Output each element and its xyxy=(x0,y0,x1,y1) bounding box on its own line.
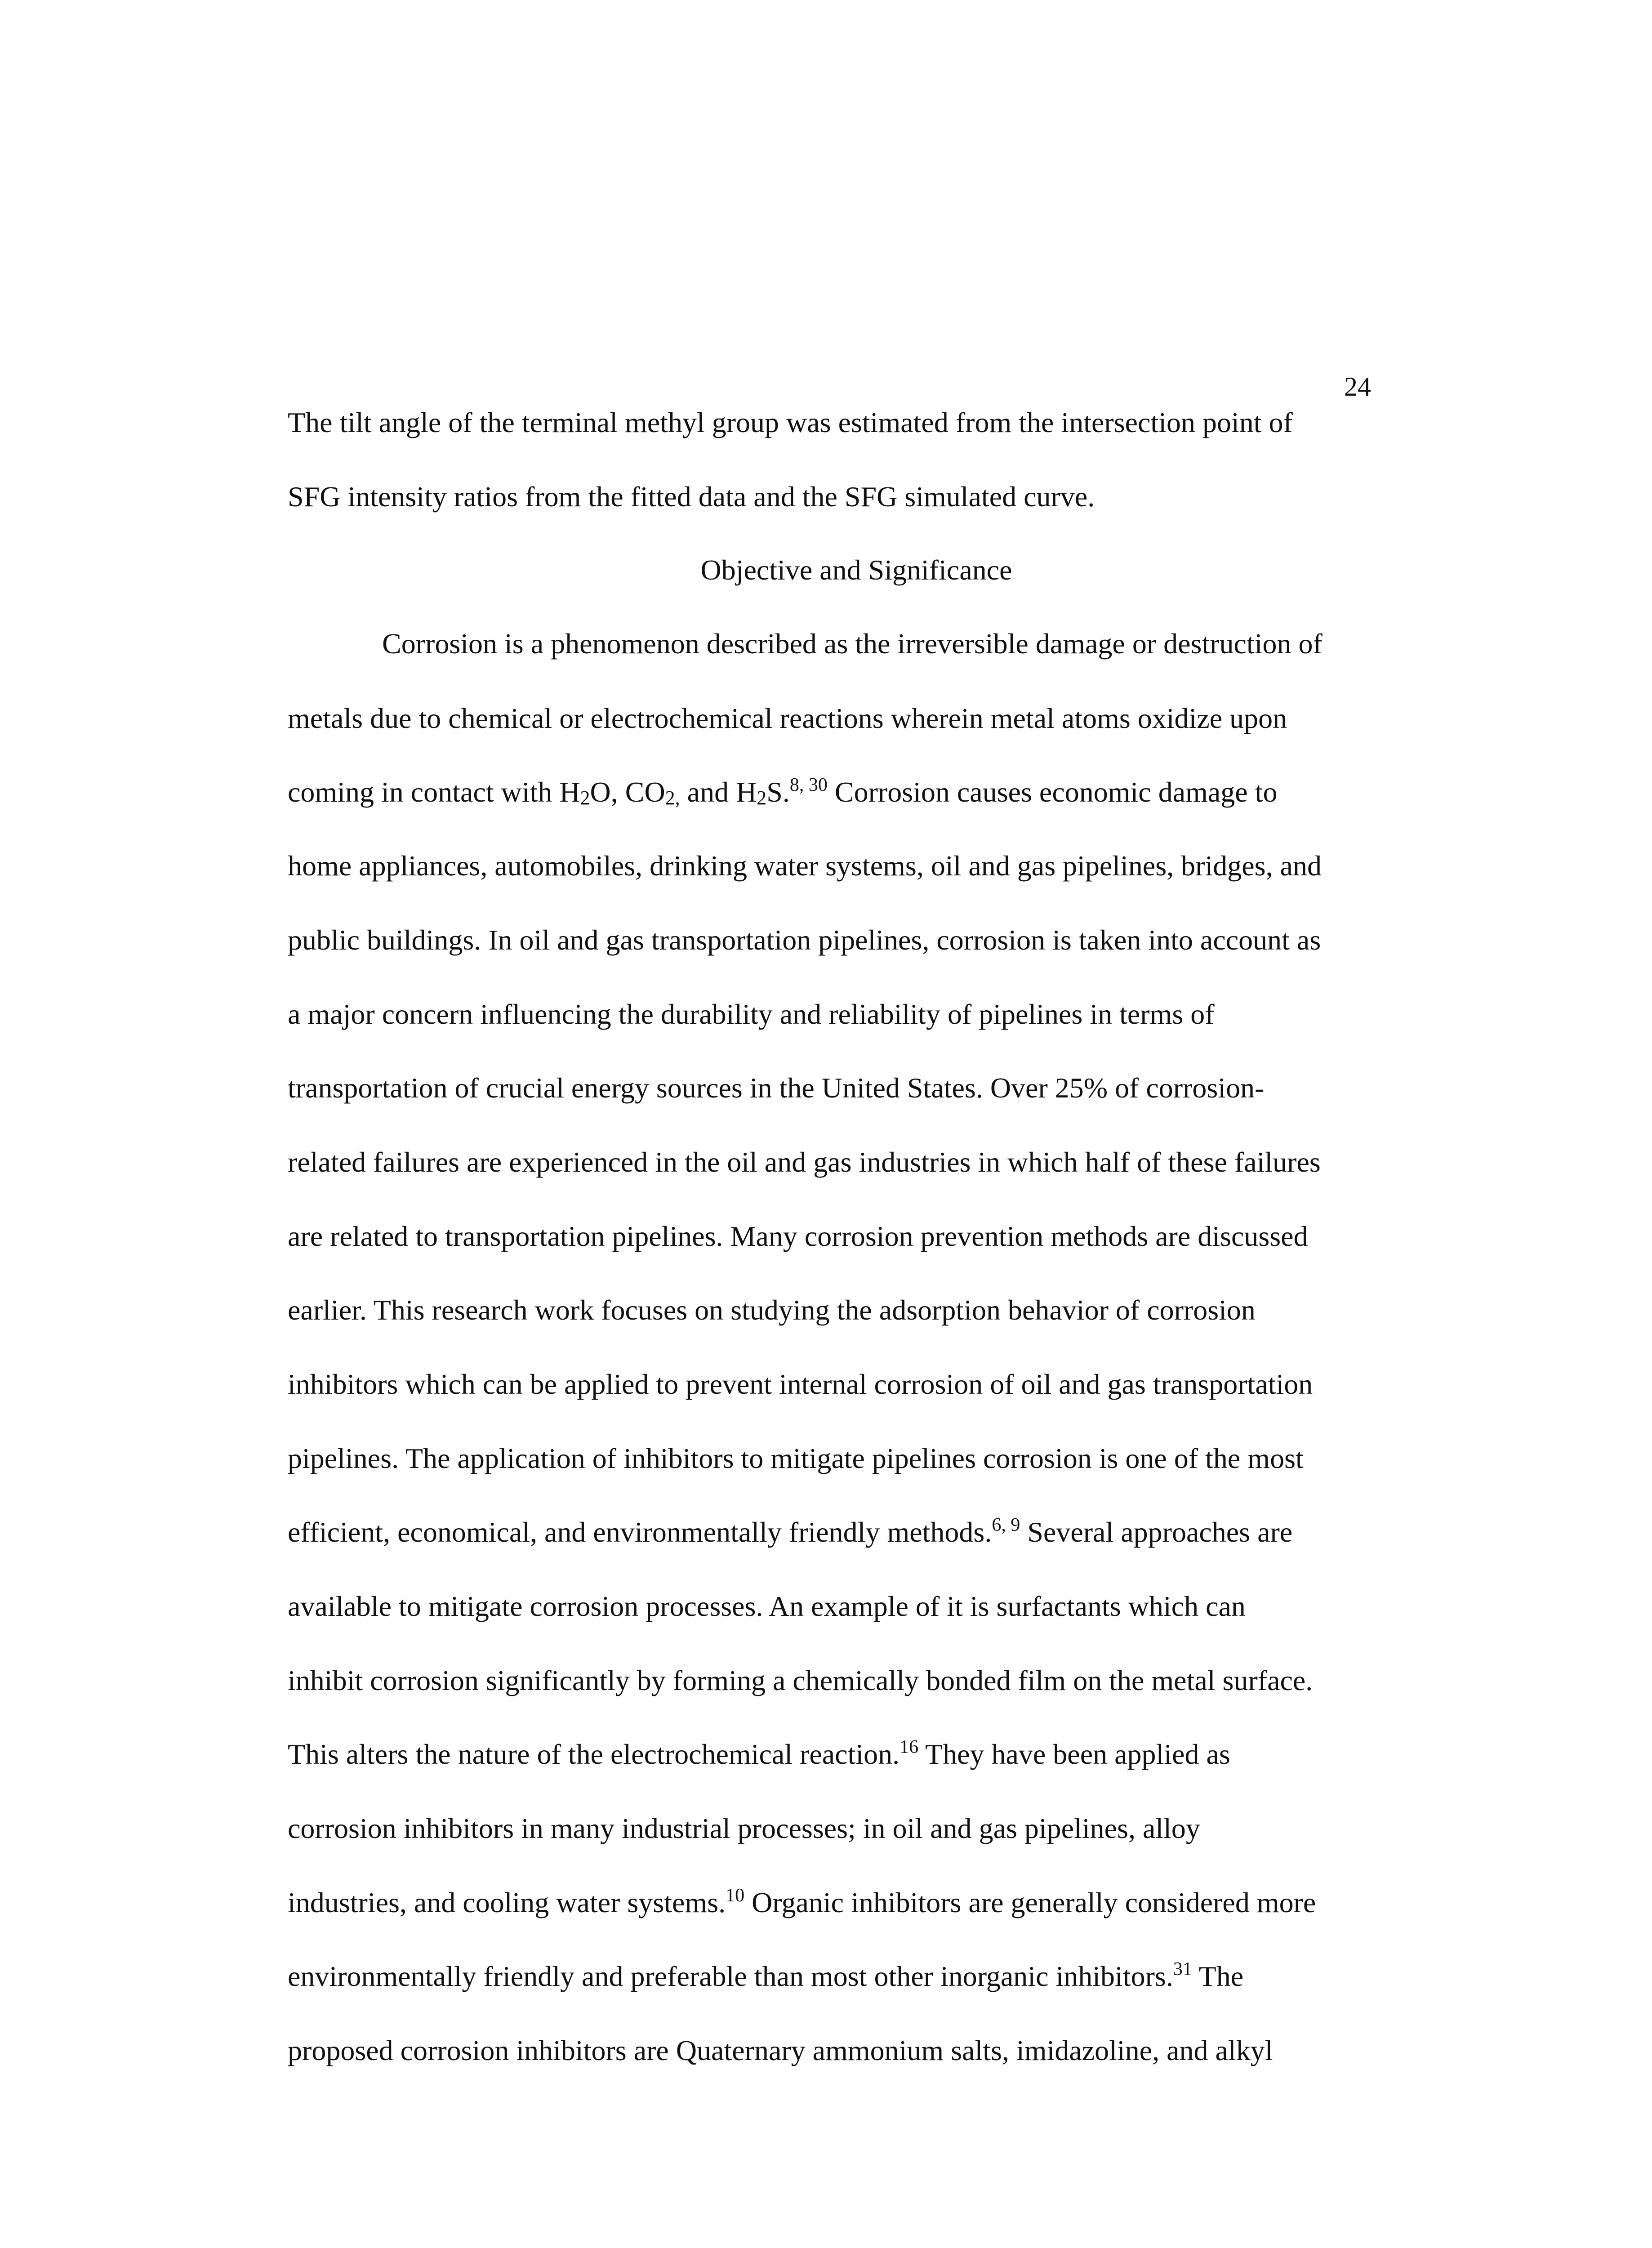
body-text-line: available to mitigate corrosion processes. An example of it is surfactants which can xyxy=(288,1590,1246,1622)
text-run: and H xyxy=(680,776,757,808)
citation: 6, 9 xyxy=(992,1515,1020,1535)
body-text-line xyxy=(288,1958,1243,1994)
body-text-line xyxy=(288,1514,1292,1550)
text-run: coming in contact with H xyxy=(288,776,580,808)
citation: 10 xyxy=(726,1885,745,1906)
body-text-line: proposed corrosion inhibitors are Quaternary ammonium salts, imidazoline, and alkyl xyxy=(288,2034,1273,2066)
citation: 8, 30 xyxy=(789,775,828,795)
subscript: 2 xyxy=(757,787,767,809)
text-run: Corrosion causes economic damage to xyxy=(827,776,1278,808)
body-text-line: Corrosion is a phenomenon described as the irreversible damage or destruction of xyxy=(382,628,1322,660)
body-text-line: SFG intensity ratios from the fitted data and the SFG simulated curve. xyxy=(288,481,1095,513)
section-heading: Objective and Significance xyxy=(700,554,1012,586)
body-text-line xyxy=(288,774,1277,810)
body-text-line: home appliances, automobiles, drinking water systems, oil and gas pipelines, bridges, and xyxy=(288,850,1322,882)
body-text-line: a major concern influencing the durability and reliability of pipelines in terms of xyxy=(288,998,1215,1030)
text-run: Organic inhibitors are generally considered more xyxy=(744,1887,1316,1918)
body-text-line: earlier. This research work focuses on studying the adsorption behavior of corrosion xyxy=(288,1294,1256,1326)
text-run: industries, and cooling water systems. xyxy=(288,1887,726,1918)
text-run: O, CO xyxy=(590,776,665,808)
body-text-line: inhibit corrosion significantly by forming a chemically bonded film on the metal surface. xyxy=(288,1664,1313,1696)
citation: 31 xyxy=(1173,1959,1192,1980)
text-run: The xyxy=(1192,1960,1244,1992)
body-text-line: related failures are experienced in the oil and gas industries in which half of these failures xyxy=(288,1146,1321,1178)
body-text-line: corrosion inhibitors in many industrial processes; in oil and gas pipelines, alloy xyxy=(288,1812,1200,1844)
body-text-line xyxy=(288,1885,1316,1921)
subscript: 2, xyxy=(665,787,680,809)
page-number: 24 xyxy=(1344,372,1371,401)
text-run: S. xyxy=(766,776,790,808)
body-text-line: are related to transportation pipelines. Many corrosion prevention methods are discussed xyxy=(288,1220,1308,1252)
body-text-line: pipelines. The application of inhibitors to mitigate pipelines corrosion is one of the most xyxy=(288,1442,1304,1474)
text-run: efficient, economical, and environmentally friendly methods. xyxy=(288,1516,992,1548)
text-run: This alters the nature of the electrochemical reaction. xyxy=(288,1738,900,1770)
body-text-line: The tilt angle of the terminal methyl group was estimated from the intersection point of xyxy=(288,406,1293,438)
body-text-line: transportation of crucial energy sources in the United States. Over 25% of corrosion- xyxy=(288,1072,1265,1104)
body-text-line: public buildings. In oil and gas transportation pipelines, corrosion is taken into account as xyxy=(288,924,1321,956)
citation: 16 xyxy=(899,1737,919,1757)
subscript: 2 xyxy=(580,787,590,809)
body-text-line xyxy=(288,1736,1230,1772)
text-run: Several approaches are xyxy=(1020,1516,1293,1548)
text-run: environmentally friendly and preferable than most other inorganic inhibitors. xyxy=(288,1960,1173,1992)
body-text-line: metals due to chemical or electrochemical reactions wherein metal atoms oxidize upon xyxy=(288,702,1287,734)
body-text-line: inhibitors which can be applied to prevent internal corrosion of oil and gas transportation xyxy=(288,1368,1313,1400)
text-run: They have been applied as xyxy=(918,1738,1230,1770)
